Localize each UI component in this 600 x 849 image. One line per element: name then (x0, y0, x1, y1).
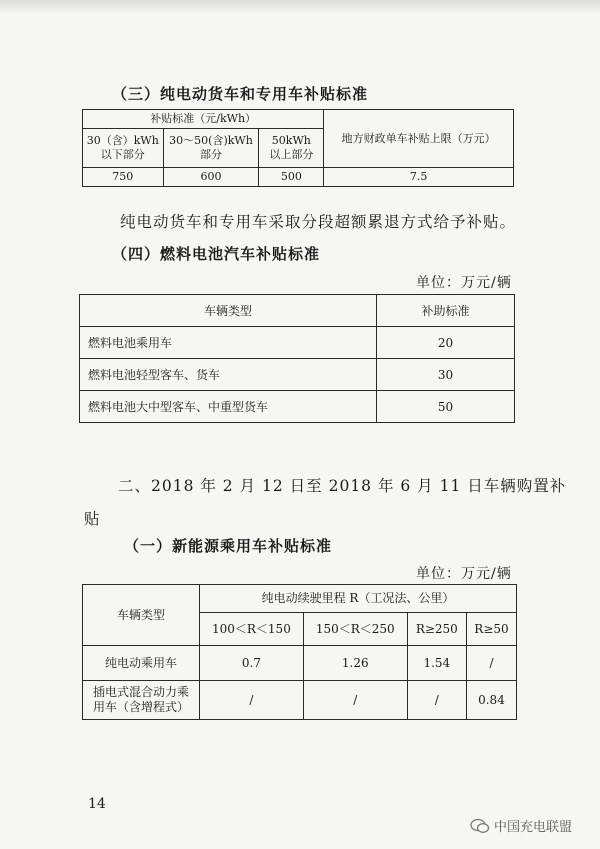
watermark-text: 中国充电联盟 (494, 820, 573, 835)
page-top-edge (0, 0, 600, 14)
sub-header-2: 50kWh 以上部分 (259, 129, 324, 168)
section3-note: 纯电动货车和专用车采取分段超额累退方式给予补贴。 (120, 213, 517, 231)
part2-subheading: （一）新能源乘用车补贴标准 (124, 537, 333, 555)
section3-heading: （三）纯电动货车和专用车补贴标准 (112, 85, 369, 103)
range-col-2: R≥250 (407, 613, 466, 646)
part2-title-line1: 二、2018 年 2 月 12 日至 2018 年 6 月 11 日车辆购置补 (118, 477, 567, 495)
range-col-0: 100＜R＜150 (200, 613, 304, 646)
fuel-cell-subsidy-table (79, 294, 515, 423)
section4-heading: （四）燃料电池汽车补贴标准 (112, 245, 321, 263)
value-cell-0: 750 (83, 168, 164, 187)
part2-unit: 单位：万元/辆 (416, 566, 512, 582)
cap-value-cell: 7.5 (324, 168, 514, 187)
table-row: 燃料电池轻型客车、货车 30 (80, 359, 515, 391)
table-row: 插电式混合动力乘 用车（含增程式） / / / 0.84 (83, 681, 517, 720)
table-row: 燃料电池乘用车 20 (80, 327, 515, 359)
subsidy-standard-header: 补贴标准（元/kWh） (83, 110, 324, 129)
page-number: 14 (88, 796, 106, 812)
table-row: 燃料电池大中型客车、中重型货车 50 (80, 391, 515, 423)
vehicle-type-header: 车辆类型 (80, 295, 377, 327)
section4-unit: 单位：万元/辆 (416, 275, 512, 291)
sub-header-1: 30～50(含)kWh 部分 (163, 129, 259, 168)
value-cell-1: 600 (163, 168, 259, 187)
wechat-icon (470, 818, 490, 838)
sub-header-0: 30（含）kWh 以下部分 (83, 129, 164, 168)
subsidy-header: 补助标准 (377, 295, 515, 327)
part2-title-line2: 贴 (84, 510, 101, 528)
watermark (470, 816, 572, 838)
vehicle-type-header: 车辆类型 (83, 585, 200, 646)
ev-truck-subsidy-table (82, 109, 514, 187)
local-cap-header: 地方财政单车补贴上限（万元） (324, 110, 514, 168)
range-col-3: R≥50 (466, 613, 516, 646)
passenger-ev-subsidy-table (82, 584, 517, 720)
table-row: 纯电动乘用车 0.7 1.26 1.54 / (83, 646, 517, 681)
value-cell-2: 500 (259, 168, 324, 187)
range-header: 纯电动续驶里程 R（工况法、公里） (200, 585, 517, 613)
range-col-1: 150＜R＜250 (303, 613, 407, 646)
